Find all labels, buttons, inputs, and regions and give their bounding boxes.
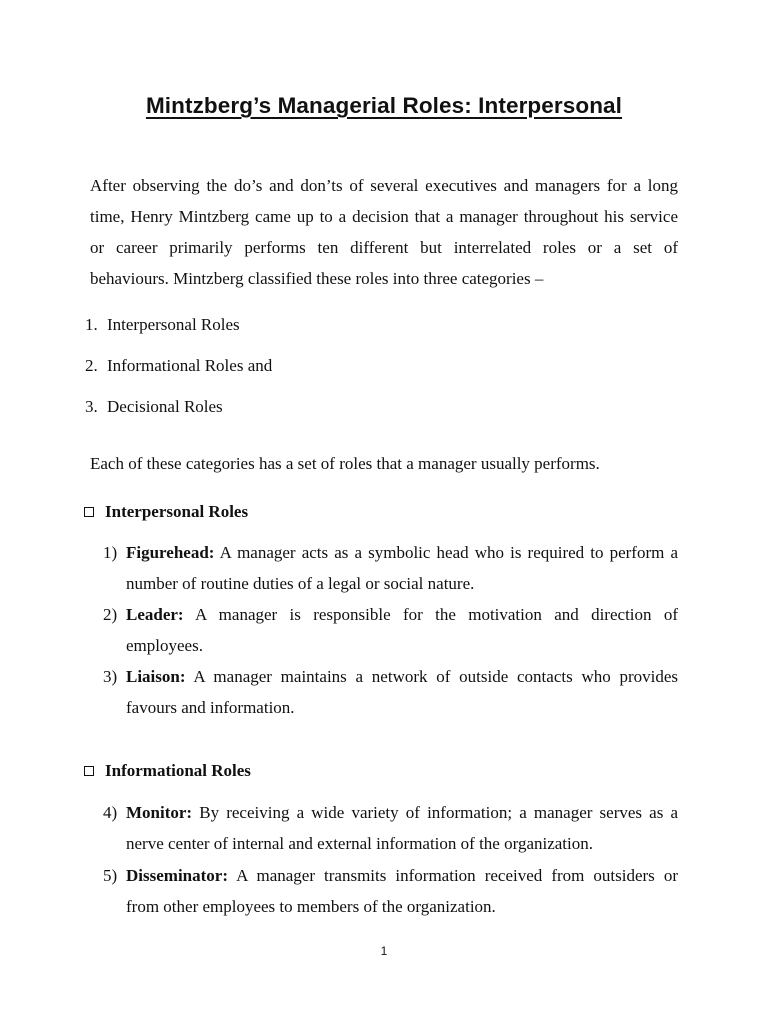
intro-paragraph <box>90 170 678 294</box>
role-line <box>126 661 678 692</box>
intro-line: behaviours. Mintzberg classified these roles into three categories – <box>90 269 544 288</box>
checkbox-bullet-icon <box>84 507 94 517</box>
role-description: A manager transmits information received from outsiders or <box>236 866 679 885</box>
category-item <box>85 355 272 377</box>
role-item <box>103 599 678 661</box>
role-line <box>126 797 678 828</box>
page-number: 1 <box>380 944 388 958</box>
role-item <box>103 661 678 723</box>
category-label: Interpersonal Roles <box>107 315 240 334</box>
page-title: Mintzberg’s Managerial Roles: Interpersonal <box>145 93 623 118</box>
role-number: 5) <box>103 866 118 885</box>
role-description: A manager acts as a symbolic head who is required to perform a <box>219 543 678 562</box>
category-number: 3. <box>85 397 98 416</box>
role-number: 1) <box>103 543 118 562</box>
role-item <box>103 797 678 859</box>
section-heading <box>84 761 251 781</box>
role-number: 2) <box>103 605 118 624</box>
category-item <box>85 314 240 336</box>
category-label: Informational Roles and <box>107 356 273 375</box>
section-heading-label: Informational Roles <box>105 761 251 780</box>
role-description: A manager maintains a network of outside contacts who provides <box>193 667 679 686</box>
checkbox-bullet-icon <box>84 766 94 776</box>
role-description: A manager is responsible for the motivation and direction of <box>195 605 679 624</box>
categories-note: Each of these categories has a set of roles that a manager usually performs. <box>90 454 600 473</box>
role-line <box>126 537 678 568</box>
category-item <box>85 396 223 418</box>
section-heading-label: Interpersonal Roles <box>105 502 249 521</box>
role-number: 4) <box>103 803 118 822</box>
section-heading <box>84 502 248 522</box>
role-term: Monitor: <box>126 803 193 822</box>
role-line: employees. <box>126 636 203 655</box>
category-number: 1. <box>85 315 98 334</box>
intro-line: time, Henry Mintzberg came up to a decision that a manager throughout his service <box>90 207 678 226</box>
intro-line: or career primarily performs ten different but interrelated roles or a set of <box>90 238 678 257</box>
role-description: By receiving a wide variety of information; a manager serves as a <box>199 803 678 822</box>
role-line <box>126 860 678 891</box>
category-number: 2. <box>85 356 98 375</box>
role-line: favours and information. <box>126 698 295 717</box>
role-number: 3) <box>103 667 118 686</box>
role-line: nerve center of internal and external information of the organization. <box>126 834 593 853</box>
role-line: from other employees to members of the organization. <box>126 897 496 916</box>
role-term: Liaison: <box>126 667 186 686</box>
role-term: Figurehead: <box>126 543 215 562</box>
role-item <box>103 537 678 599</box>
role-line: number of routine duties of a legal or social nature. <box>126 574 475 593</box>
intro-line: After observing the do’s and don’ts of several executives and managers for a long <box>90 176 678 195</box>
role-line <box>126 599 678 630</box>
role-term: Disseminator: <box>126 866 228 885</box>
role-item <box>103 860 678 922</box>
category-label: Decisional Roles <box>107 397 223 416</box>
role-term: Leader: <box>126 605 184 624</box>
